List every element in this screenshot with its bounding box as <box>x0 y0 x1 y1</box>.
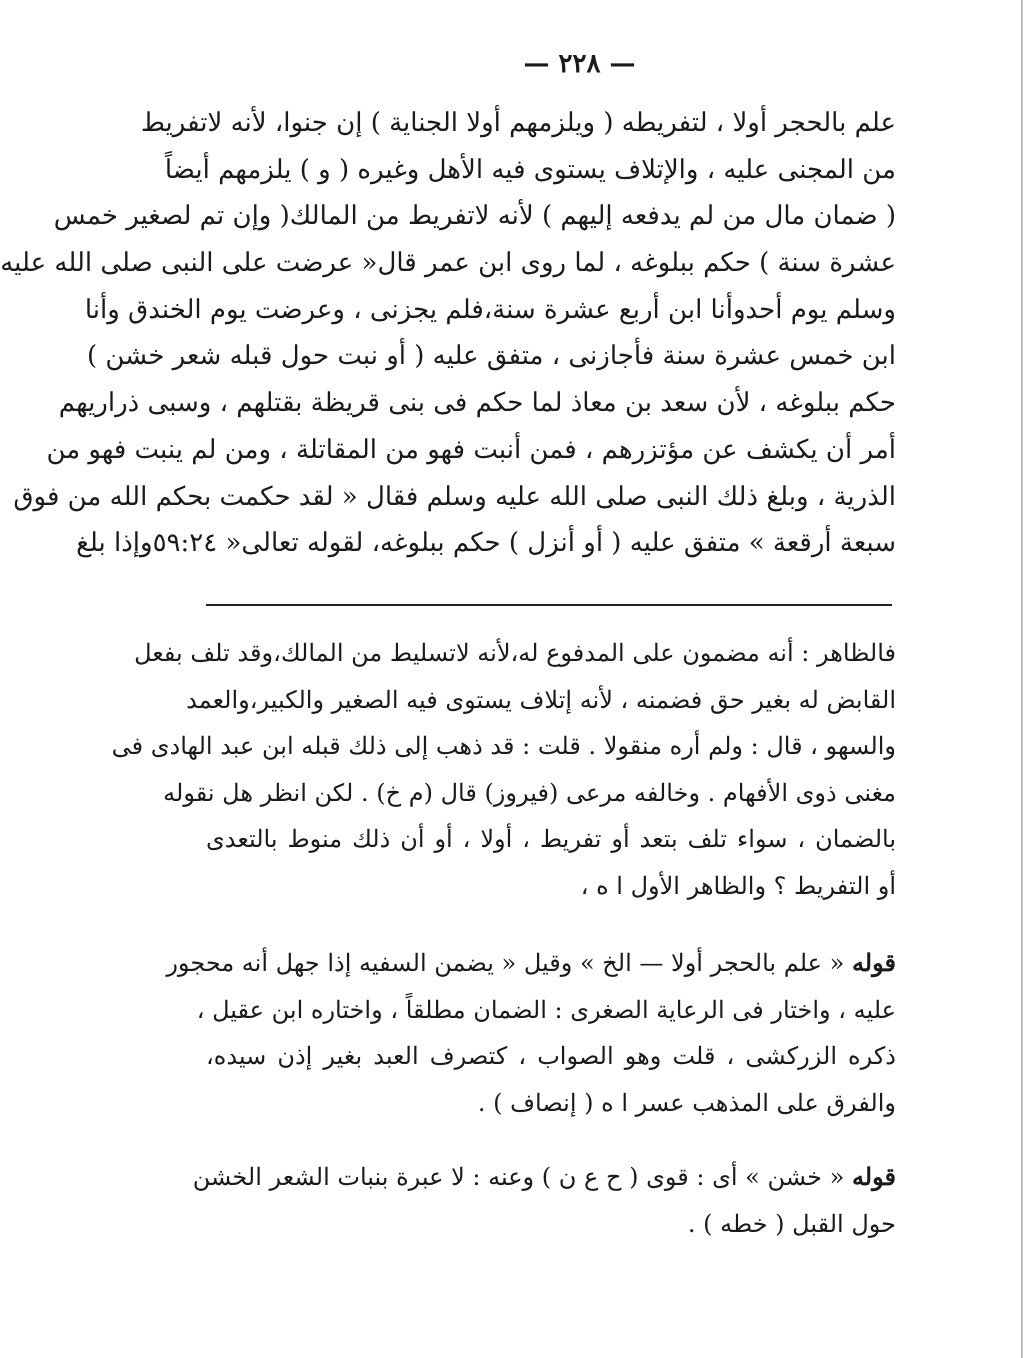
footnote-1 <box>111 630 896 909</box>
main-text-line: سبعة أرقعة » متفق عليه ( أو أنزل ) حكم ببلوغه، لقوله تعالى« ٥٩:٢٤وإذا بلغ <box>76 528 896 559</box>
page-number: — ٢٢٨ — <box>523 49 636 79</box>
footnote-lead-word: قوله <box>851 948 896 977</box>
main-text-line: وسلم يوم أحدوأنا ابن أربع عشرة سنة،فلم يجزنى ، وعرضت يوم الخندق وأنا <box>84 294 896 325</box>
main-text-body <box>0 100 896 567</box>
footnote-line: فالظاهر : أنه مضمون على المدفوع له،لأنه لاتسليط من المالك،وقد تلف بفعل <box>134 639 896 667</box>
main-text-line: من المجنى عليه ، والإتلاف يستوى فيه الأهل وغيره ( و ) يلزمهم أيضاً <box>164 154 896 185</box>
footnote-line <box>192 1154 896 1201</box>
footnote-line: عليه ، واختار فى الرعاية الصغرى : الضمان مطلقاً ، واختاره ابن عقيل ، <box>196 995 896 1024</box>
footnote-line-text: « علم بالحجر أولا — الخ » وقيل « يضمن السفيه إذا جهل أنه محجور <box>166 949 845 977</box>
footnote-line: حول القبل ( خطه ) . <box>687 1209 896 1238</box>
footnote-line: والسهو ، قال : ولم أره منقولا . قلت : قد ذهب إلى ذلك قبله ابن عبد الهادى فى <box>111 732 896 760</box>
footnote-line-text: « خشن » أى : قوى ( ح ع ن ) وعنه : لا عبرة بنبات الشعر الخشن <box>192 1163 845 1191</box>
footnote-3 <box>192 1154 896 1247</box>
footnote-line <box>166 940 896 987</box>
footnote-line: ذكره الزركشى ، قلت وهو الصواب ، كتصرف العبد بغير إذن سيده، <box>206 1042 896 1070</box>
main-text-line: عشرة سنة ) حكم ببلوغه ، لما روى ابن عمر قال« عرضت على النبى صلى الله عليه <box>0 248 896 279</box>
footnote-divider <box>206 604 892 606</box>
main-text-line: علم بالحجر أولا ، لتفريطه ( ويلزمهم أولا الجناية ) إن جنوا، لأنه لاتفريط <box>140 108 896 138</box>
footnote-line: والفرق على المذهب عسر ا ه ( إنصاف ) . <box>477 1088 896 1117</box>
footnote-line: القابض له بغير حق فضمنه ، لأنه إتلاف يستوى فيه الصغير والكبير،والعمد <box>186 685 896 714</box>
main-text-line: ( ضمان مال من لم يدفعه إليهم ) لأنه لاتفريط من المالك( وإن تم لصغير خمس <box>53 201 896 232</box>
main-text-line: حكم ببلوغه ، لأن سعد بن معاذ لما حكم فى بنى قريظة بقتلهم ، وسبى ذراريهم <box>58 388 896 419</box>
main-text-line: أمر أن يكشف عن مؤتزرهم ، فمن أنبت فهو من المقاتلة ، ومن لم ينبت فهو من <box>46 434 896 465</box>
footnote-lead-word: قوله <box>851 1162 896 1191</box>
footnote-line: مغنى ذوى الأفهام . وخالفه مرعى (فيروز) قال (م خ) . لكن انظر هل نقوله <box>163 778 896 807</box>
footnote-2 <box>166 940 896 1126</box>
main-text-line: الذرية ، وبلغ ذلك النبى صلى الله عليه وسلم فقال « لقد حكمت بحكم الله من فوق <box>13 481 896 512</box>
footnote-line: بالضمان ، سواء تلف بتعد أو تفريط ، أولا ، أو أن ذلك منوط بالتعدى <box>206 825 896 853</box>
footnote-line: أو التفريط ؟ والظاهر الأول ا ه ، <box>580 871 896 900</box>
main-text-line: ابن خمس عشرة سنة فأجازنى ، متفق عليه ( أو نبت حول قبله شعر خشن ) <box>86 341 896 372</box>
